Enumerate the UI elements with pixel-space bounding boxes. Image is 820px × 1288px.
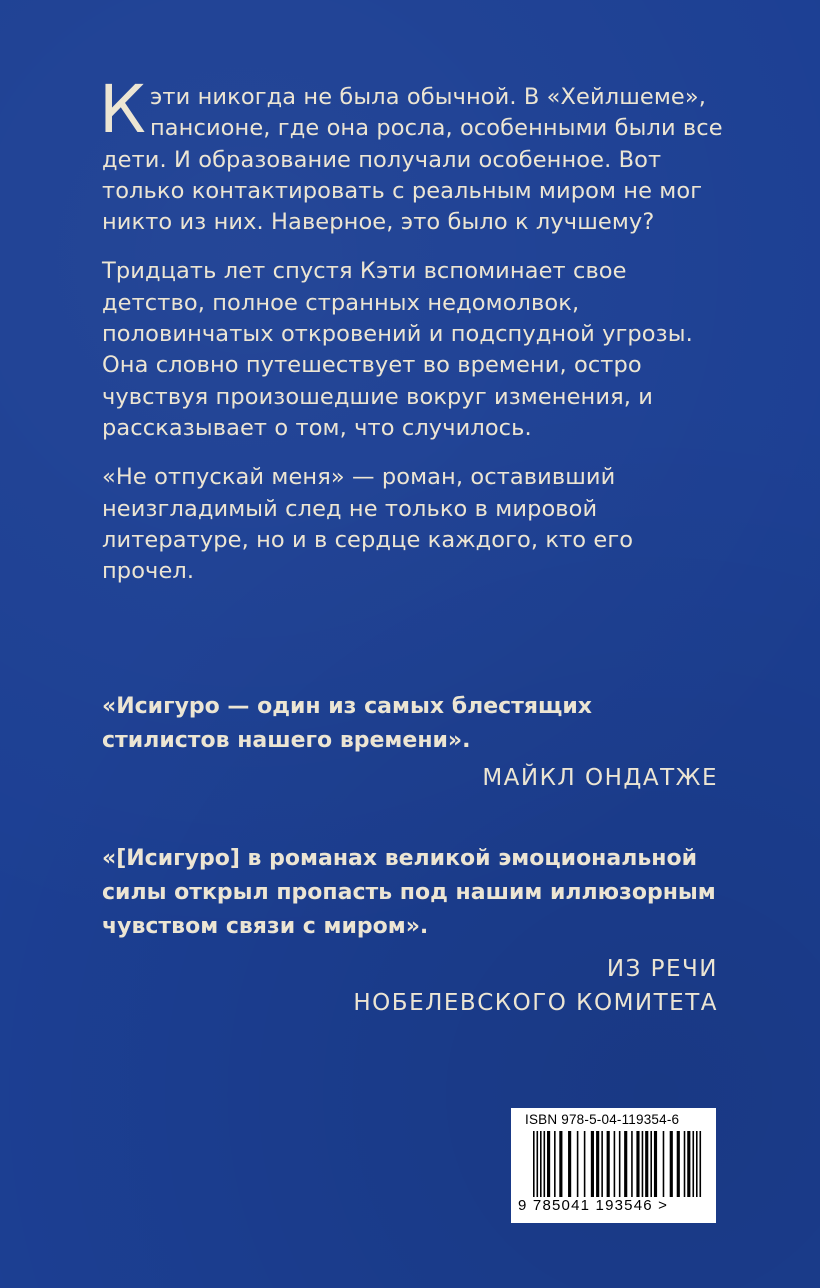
isbn-barcode — [511, 1108, 716, 1223]
quote-nobel-committee — [102, 842, 722, 1020]
barcode-bar — [650, 1131, 652, 1197]
barcode-bar — [559, 1131, 562, 1197]
barcode-bar — [684, 1131, 686, 1197]
barcode-bar — [645, 1131, 648, 1197]
barcode-bar — [677, 1131, 680, 1197]
barcode-bar — [614, 1131, 616, 1197]
blurb-paragraph-1 — [99, 71, 732, 238]
barcode-bar — [547, 1131, 550, 1197]
barcode-bar — [692, 1131, 694, 1197]
barcode-bar — [687, 1131, 690, 1197]
barcode-bar — [699, 1131, 701, 1197]
barcode-bar — [533, 1131, 535, 1197]
barcode-bar — [642, 1131, 644, 1197]
blurb-paragraph-2: Тридцать лет спустя Кэти вспоминает свое детство, полное странных недомолвок, половинчатых откровений и подспудной угрозы. Она словно путешествует во времени, остро чувствуя произошедшие вокруг изменения, и рассказывает о том, что случилось. — [102, 258, 693, 441]
quote-ondaatje — [102, 690, 722, 795]
barcode-digits: 9 785041 193546 > — [518, 1197, 669, 1214]
barcode-bar — [537, 1131, 539, 1197]
barcode-bar — [577, 1131, 579, 1197]
quote-text: «Исигуро — один из самых блестящих стилистов нашего времени». — [102, 694, 592, 753]
barcode-bar — [554, 1131, 556, 1197]
isbn-label: ISBN 978-5-04-119354-6 — [525, 1112, 680, 1127]
barcode-bar — [654, 1131, 657, 1197]
barcode-bar — [631, 1131, 633, 1197]
barcode-bar — [596, 1131, 599, 1197]
barcode-bar — [636, 1131, 639, 1197]
barcode-bar — [544, 1131, 546, 1197]
barcode-bars — [533, 1131, 703, 1199]
barcode-bar — [568, 1131, 571, 1197]
barcode-bar — [601, 1131, 603, 1197]
quote-text: «[Исигуро] в романах великой эмоциональной силы открыл пропасть под нашим иллюзорным чувством связи с миром». — [102, 846, 716, 939]
drop-cap: К — [99, 71, 146, 148]
barcode-bar — [619, 1131, 621, 1197]
quote-author-line-1: ИЗ РЕЧИ — [606, 956, 718, 982]
barcode-bar — [696, 1131, 698, 1197]
barcode-bar — [663, 1131, 665, 1197]
barcode-bar — [591, 1131, 594, 1197]
barcode-bar — [584, 1131, 586, 1197]
blurb-paragraph-1-text: эти никогда не была обычной. В «Хейлшеме», пансионе, где она росла, особенными были все дети. И образование получали особенное. Вот только контактировать с реальным миром не мог никто из них. Наверное, это было к лучшему? — [102, 84, 723, 236]
quote-author-line-2: НОБЕЛЕВСКОГО КОМИТЕТА — [353, 990, 718, 1016]
quote-author: МАЙКЛ ОНДАТЖЕ — [482, 765, 718, 791]
blurb-text — [99, 71, 732, 605]
barcode-bar — [624, 1131, 627, 1197]
quote-author — [102, 952, 722, 1020]
barcode-bar — [540, 1131, 542, 1197]
blurb-paragraph-3: «Не отпускай меня» — роман, оставивший неизгладимый след не только в мировой литературе, но и в сердце каждого, кто его прочел. — [102, 464, 634, 585]
barcode-bar — [670, 1131, 673, 1197]
barcode-bar — [607, 1131, 610, 1197]
